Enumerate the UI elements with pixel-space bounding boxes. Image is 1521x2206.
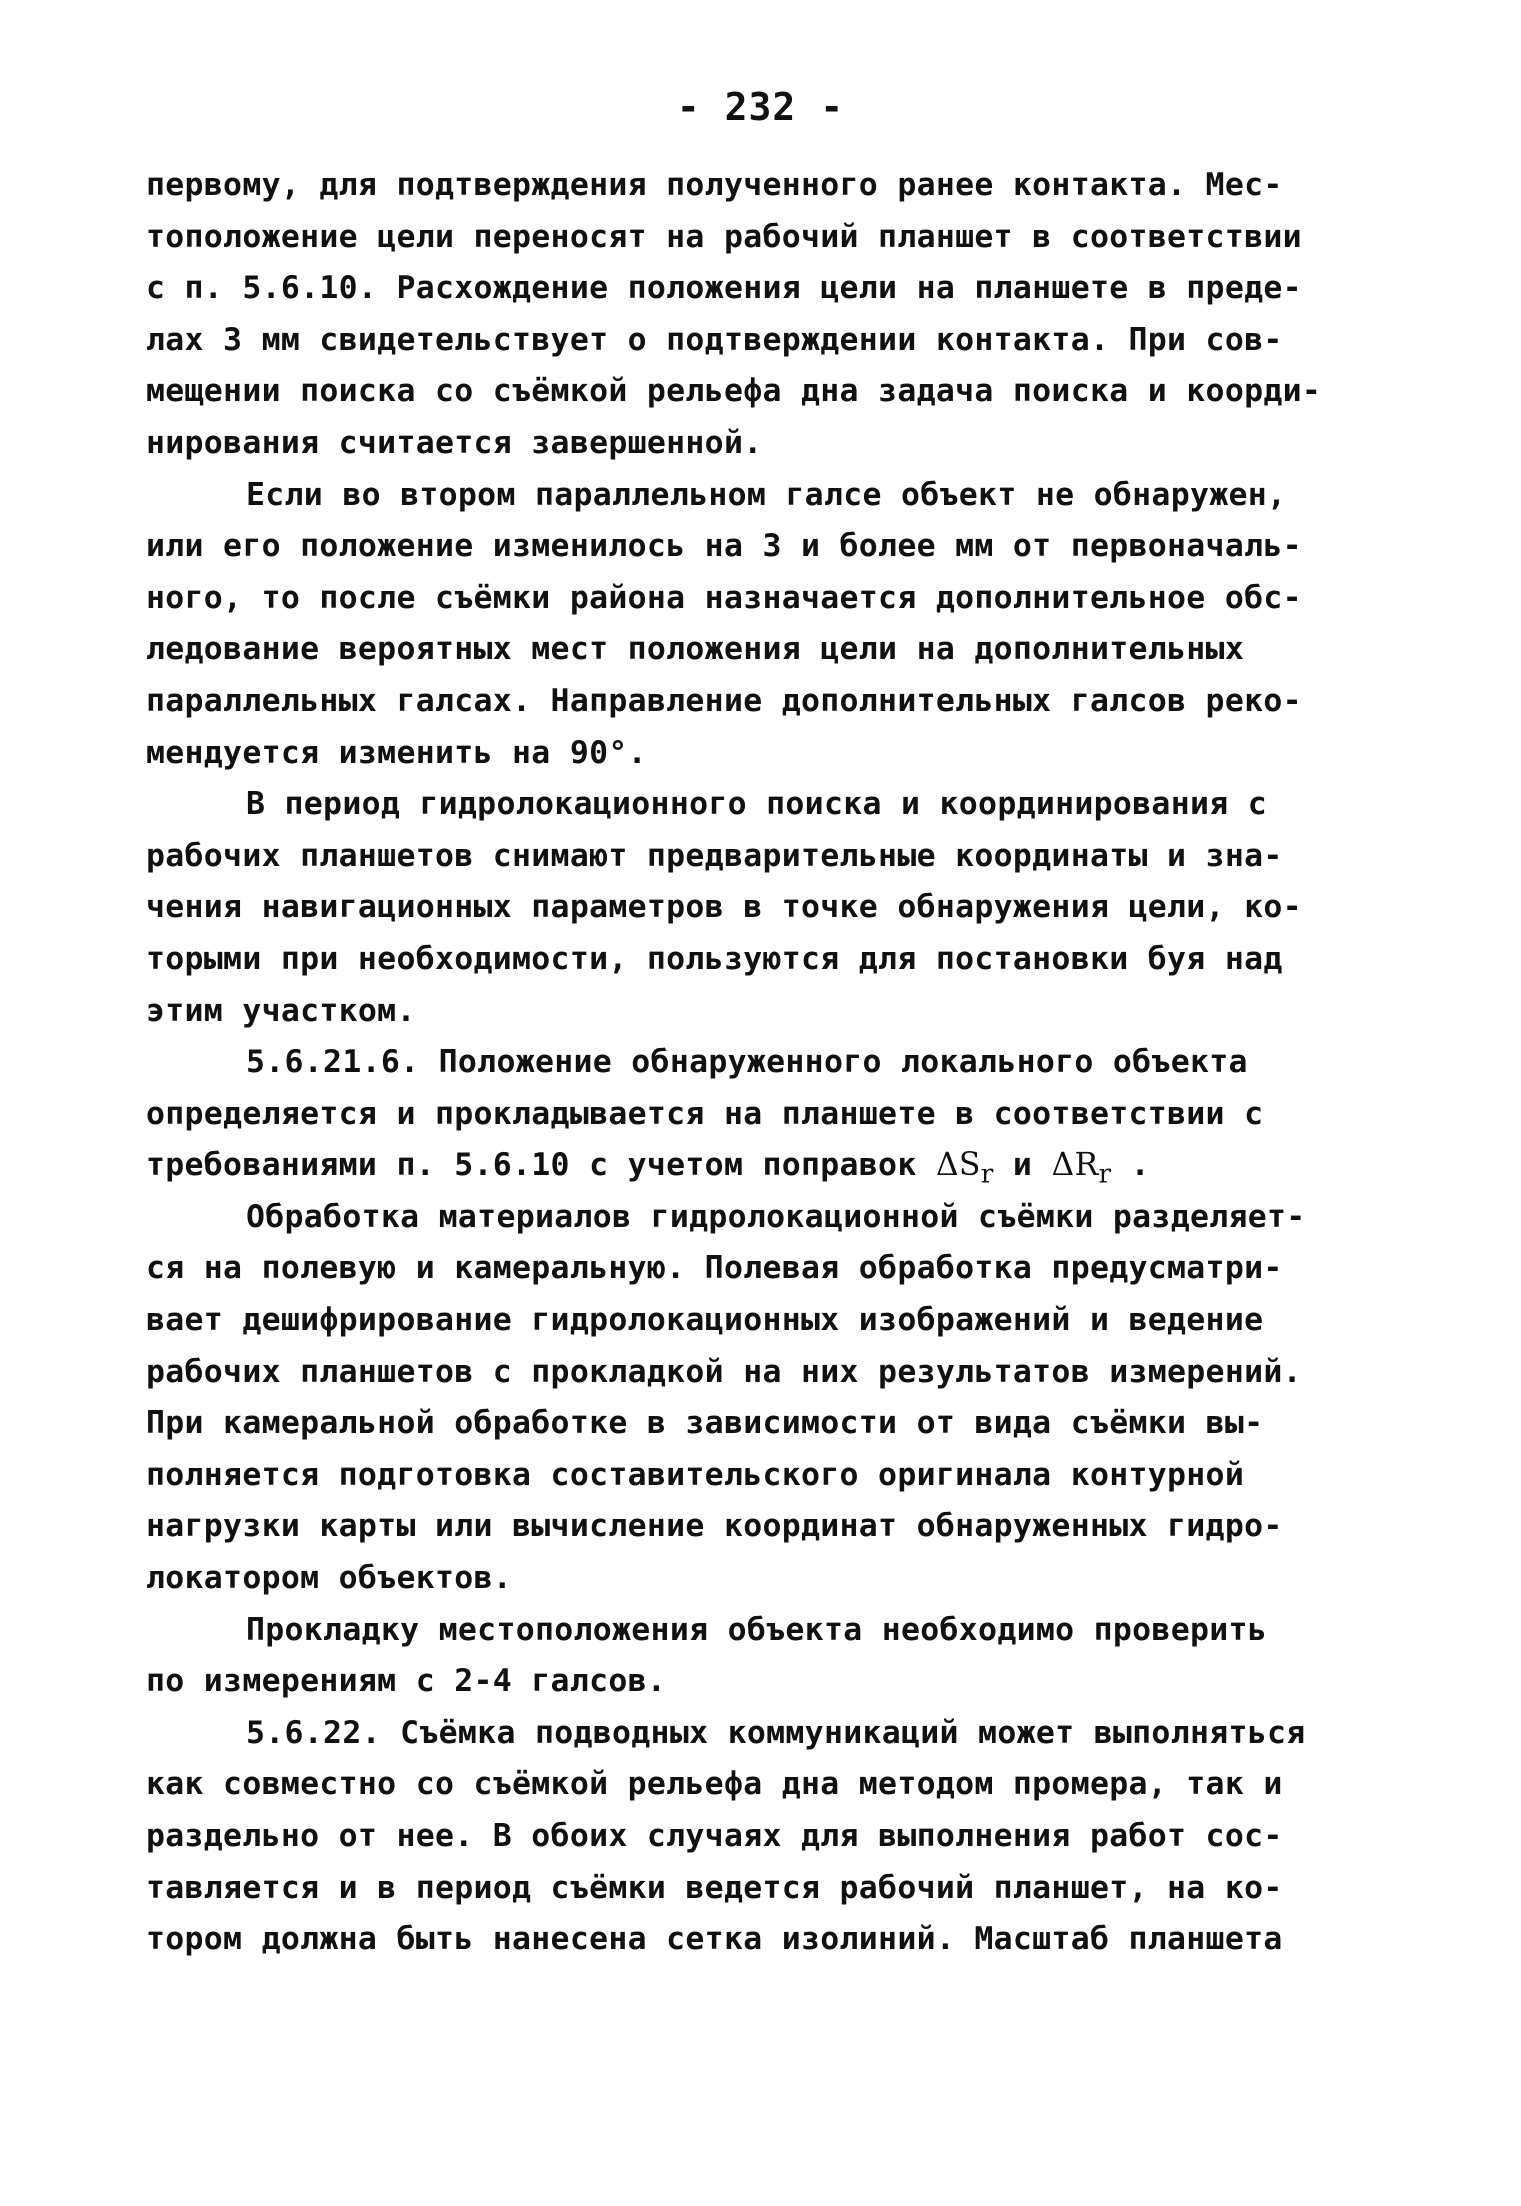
text-line: нирования считается завершенной. <box>146 424 763 461</box>
text-line: нагрузки карты или вычисление координат обнаруженных гидро- <box>146 1508 1283 1545</box>
text-line: рабочих планшетов снимают предварительные координаты и зна- <box>146 837 1283 874</box>
text-line: параллельных галсах. Направление дополнительных галсов реко- <box>146 682 1302 719</box>
formula-end: . <box>1111 1147 1150 1184</box>
text-line: мещении поиска со съёмкой рельефа дна задача поиска и коорди- <box>146 373 1322 410</box>
formula-conjunction: и <box>993 1147 1052 1184</box>
text-line: или его положение изменилось на 3 и более мм от первоначаль- <box>146 528 1302 565</box>
text-line: чения навигационных параметров в точке обнаружения цели, ко- <box>146 889 1302 926</box>
paragraph-start-line: Обработка материалов гидролокационной съёмки разделяет- <box>246 1198 1306 1235</box>
text-line: раздельно от нее. В обоих случаях для выполнения работ сос- <box>146 1818 1283 1854</box>
section-heading-line: 5.6.21.6. Положение обнаруженного локального объекта <box>246 1044 1248 1081</box>
text-line: ного, то после съёмки района назначается дополнительное обс- <box>146 579 1302 616</box>
paragraph-start-line: Прокладку местоположения объекта необходимо проверить <box>246 1611 1268 1648</box>
text-line: ледование вероятных мест положения цели на дополнительных <box>146 631 1245 668</box>
text-line: определяется и прокладывается на планшете в соответствии с <box>146 1095 1264 1132</box>
text-line: мендуется изменить на 90°. <box>146 734 647 771</box>
body-text <box>146 160 1416 1966</box>
text-line: вает дешифрирование гидролокационных изображений и ведение <box>146 1302 1264 1339</box>
page-number: - 232 - <box>676 85 845 129</box>
text-line: с п. 5.6.10. Расхождение положения цели на планшете в преде- <box>146 270 1302 307</box>
paragraph-start-line: В период гидролокационного поиска и координирования с <box>246 786 1268 823</box>
text-line: рабочих планшетов с прокладкой на них результатов измерений. <box>146 1353 1302 1390</box>
text-line: первому, для подтверждения полученного ранее контакта. Мес- <box>146 167 1283 203</box>
text-line: тавляется и в период съёмки ведется рабочий планшет, на ко- <box>146 1869 1283 1906</box>
text-line: по измерениям с 2-4 галсов. <box>146 1663 667 1700</box>
text-line: ся на полевую и камеральную. Полевая обработка предусматри- <box>146 1250 1283 1287</box>
formula-term-delta-r: $\Delta R_r$ <box>1051 1147 1112 1190</box>
paragraph-start-line: Если во втором параллельном галсе объект не обнаружен, <box>246 476 1287 513</box>
text-line: торыми при необходимости, пользуются для постановки буя над <box>146 940 1283 977</box>
text-line: как совместно со съёмкой рельефа дна методом промера, так и <box>146 1766 1283 1803</box>
formula-line <box>146 1140 1416 1192</box>
formula-line-text: требованиями п. 5.6.10 с учетом поправок <box>146 1147 936 1184</box>
text-line: При камеральной обработке в зависимости от вида съёмки вы- <box>146 1405 1264 1442</box>
text-line: этим участком. <box>146 992 416 1029</box>
text-line: тоположение цели переносят на рабочий планшет в соответствии <box>146 218 1302 255</box>
formula-term-delta-s: $\Delta S_r$ <box>935 1147 994 1190</box>
text-line: тором должна быть нанесена сетка изолиний. Масштаб планшета <box>146 1921 1283 1958</box>
text-line: полняется подготовка составительского оригинала контурной <box>146 1456 1245 1493</box>
text-line: локатором объектов. <box>146 1560 513 1597</box>
section-heading-line: 5.6.22. Съёмка подводных коммуникаций может выполняться <box>246 1714 1306 1751</box>
text-line: лах 3 мм свидетельствует о подтверждении контакта. При сов- <box>146 321 1283 358</box>
